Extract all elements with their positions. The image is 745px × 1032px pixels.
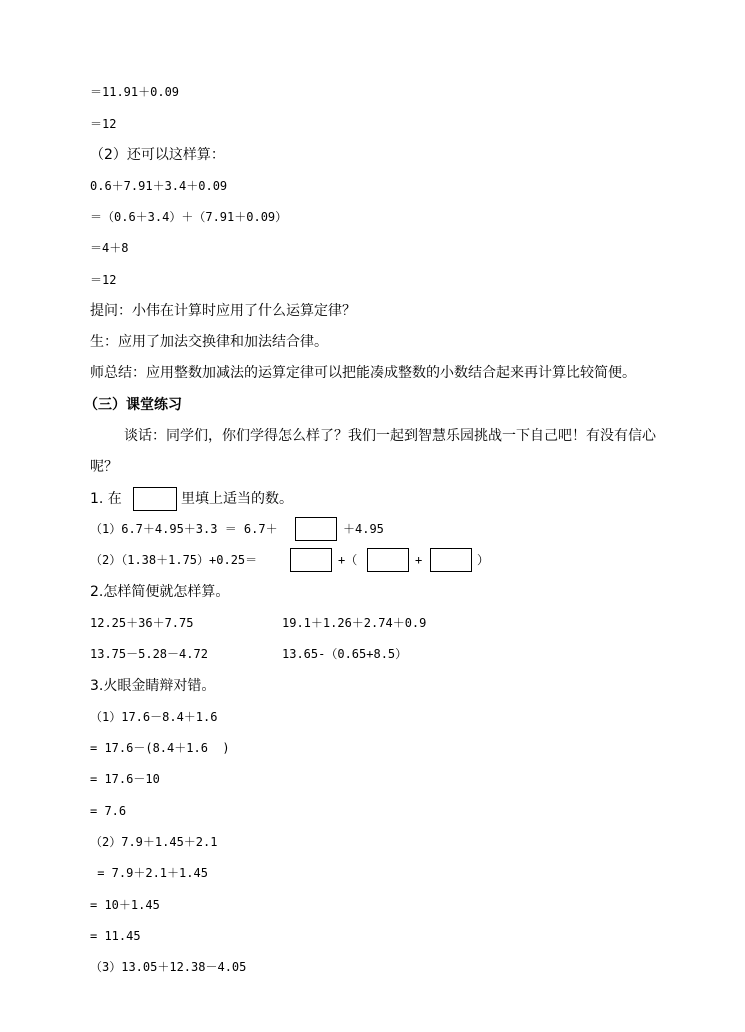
exercise-2-d: 13.65-（0.65+8.5）: [282, 647, 408, 661]
calc-line-2: ＝12: [90, 117, 117, 131]
exercise-1-q2-plus: +: [415, 553, 423, 567]
q2-answer-box-3[interactable]: [430, 548, 472, 572]
exercise-3-p2: （2）7.9＋1.45＋2.1: [90, 835, 218, 849]
exercise-1-q1-right: ＋4.95: [343, 522, 384, 536]
calc-line-4: 0.6＋7.91＋3.4＋0.09: [90, 179, 228, 193]
exercise-1-q2-close: ）: [477, 553, 490, 567]
talk-line-1: 谈话：同学们，你们学得怎么样了？我们一起到智慧乐园挑战一下自己吧！有没有信心: [124, 428, 656, 444]
q1-answer-box[interactable]: [295, 517, 337, 541]
exercise-1-q2-plus-open: +（: [338, 553, 358, 567]
calc-line-1: ＝11.91＋0.09: [90, 85, 180, 99]
exercise-3-title: 3.火眼金睛辩对错。: [90, 678, 216, 694]
exercise-3-p1-step1: = 17.6－(8.4＋1.6 ): [90, 741, 230, 755]
exercise-2-b: 19.1＋1.26＋2.74＋0.9: [282, 616, 427, 630]
exercise-3-p2-step2: = 10＋1.45: [90, 898, 160, 912]
q2-answer-box-1[interactable]: [290, 548, 332, 572]
calc-line-7: ＝12: [90, 273, 117, 287]
section-title: （三）课堂练习: [84, 397, 182, 413]
exercise-1-prefix: 1. 在: [90, 491, 122, 507]
exercise-3-p1: （1）17.6－8.4＋1.6: [90, 710, 218, 724]
exercise-3-p1-step3: = 7.6: [90, 804, 127, 818]
exercise-2-title: 2.怎样简便就怎样算。: [90, 584, 230, 600]
exercise-2-a: 12.25＋36＋7.75: [90, 616, 194, 630]
exercise-1-q1-left: （1）6.7＋4.95＋3.3 ＝ 6.7＋: [90, 522, 278, 536]
exercise-1-instruction: 里填上适当的数。: [181, 491, 293, 507]
teacher-summary: 师总结：应用整数加减法的运算定律可以把能凑成整数的小数结合起来再计算比较简便。: [90, 365, 636, 381]
calc-line-6: ＝4＋8: [90, 241, 129, 255]
exercise-1-q2-left: （2）（1.38＋1.75）+0.25＝: [90, 553, 258, 567]
method-2-label: （2）还可以这样算：: [90, 147, 225, 163]
exercise-2-c: 13.75－5.28－4.72: [90, 647, 208, 661]
example-blank-box: [133, 487, 177, 511]
talk-line-2: 呢？: [90, 459, 118, 475]
exercise-3-p3: （3）13.05＋12.38－4.05: [90, 960, 247, 974]
exercise-3-p2-step3: = 11.45: [90, 929, 141, 943]
calc-line-5: ＝（0.6＋3.4）＋（7.91＋0.09）: [90, 210, 288, 224]
exercise-3-p1-step2: = 17.6－10: [90, 772, 160, 786]
exercise-3-p2-step1: = 7.9＋2.1＋1.45: [90, 866, 208, 880]
student-answer: 生：应用了加法交换律和加法结合律。: [90, 334, 328, 350]
q2-answer-box-2[interactable]: [367, 548, 409, 572]
question-text: 提问：小伟在计算时应用了什么运算定律？: [90, 303, 356, 319]
